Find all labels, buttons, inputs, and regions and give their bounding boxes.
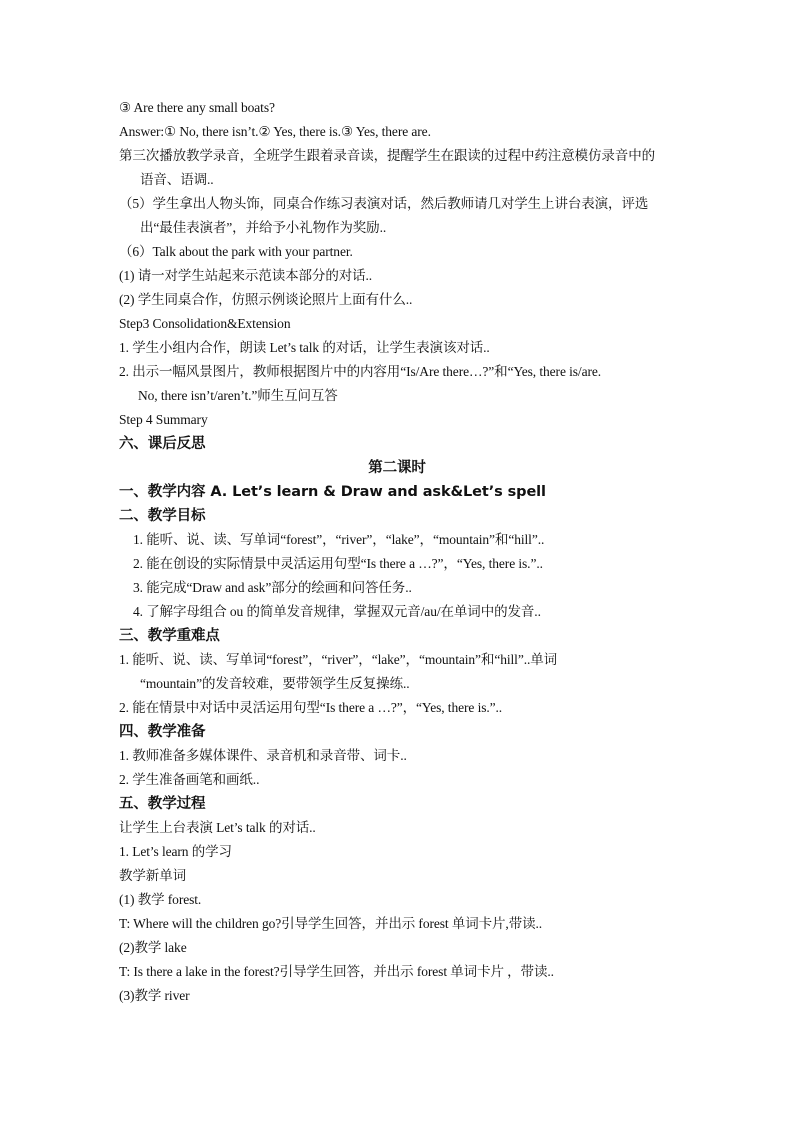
step3-item-2-cont: No, there isn’t/aren’t.”师生互问互答: [138, 388, 338, 403]
step-6-item-2: (2) 学生同桌合作，仿照示例谈论照片上面有什么..: [119, 292, 413, 307]
section-content-text: 一、教学内容 A. Let’s learn & Draw and ask&Let’s spell: [119, 484, 546, 500]
section-key-points-heading: 三、教学重难点: [119, 628, 220, 644]
section-content: [119, 482, 684, 502]
answer-line: Answer:① No, there isn’t.② Yes, there is.③ Yes, there are.: [119, 124, 431, 139]
lesson-two-title: 第二课时: [368, 460, 426, 476]
step3-item-1: 1. 学生小组内合作，朗读 Let’s talk 的对话，让学生表演该对话..: [119, 340, 490, 355]
section-reflection-heading: 六、课后反思: [119, 436, 206, 452]
process-word-river: (3)教学 river: [119, 988, 190, 1003]
step-6: （6）Talk about the park with your partner.: [119, 244, 353, 259]
process-word-lake: (2)教学 lake: [119, 940, 187, 955]
goal-2: 2. 能在创设的实际情景中灵活运用句型“Is there a …?”，“Yes, there is.”..: [133, 556, 543, 571]
step4-title: Step 4 Summary: [119, 412, 208, 427]
process-new-words: 教学新单词: [119, 868, 186, 883]
key-point-1: 1. 能听、说、读、写单词“forest”，“river”，“lake”，“mountain”和“hill”..单词: [119, 652, 558, 667]
process-intro: 让学生上台表演 Let’s talk 的对话..: [119, 820, 316, 835]
section-goals-heading: 二、教学目标: [119, 508, 206, 524]
goal-3: 3. 能完成“Draw and ask”部分的绘画和问答任务..: [133, 580, 412, 595]
process-lets-learn: 1. Let’s learn 的学习: [119, 844, 232, 859]
paragraph-third-playback: 第三次播放教学录音，全班学生跟着录音读，提醒学生在跟读的过程中药注意模仿录音中的: [119, 148, 655, 163]
section-process-heading: 五、教学过程: [119, 796, 206, 812]
goal-4: 4. 了解字母组合 ou 的简单发音规律，掌握双元音/au/在单词中的发音..: [133, 604, 541, 619]
step-6-item-1: (1) 请一对学生站起来示范读本部分的对话..: [119, 268, 373, 283]
process-word-forest: (1) 教学 forest.: [119, 892, 202, 907]
goal-1: 1. 能听、说、读、写单词“forest”，“river”，“lake”，“mountain”和“hill”..: [133, 532, 545, 547]
key-point-1-cont: “mountain”的发音较难，要带领学生反复操练..: [140, 676, 410, 691]
question-3: ③ Are there any small boats?: [119, 100, 275, 115]
key-point-2: 2. 能在情景中对话中灵活运用句型“Is there a …?”，“Yes, there is.”..: [119, 700, 503, 715]
section-preparation-heading: 四、教学准备: [119, 724, 206, 740]
step3-item-2: 2. 出示一幅风景图片，教师根据图片中的内容用“Is/Are there…?”和“Yes, there is/are.: [119, 364, 602, 379]
preparation-2: 2. 学生准备画笔和画纸..: [119, 772, 260, 787]
process-forest-detail: T: Where will the children go?引导学生回答，并出示 forest 单词卡片,带读..: [119, 916, 543, 931]
preparation-1: 1. 教师准备多媒体课件、录音机和录音带、词卡..: [119, 748, 407, 763]
step-5-cont: 出“最佳表演者”，并给予小礼物作为奖励..: [140, 220, 387, 235]
step-5: （5）学生拿出人物头饰，同桌合作练习表演对话，然后教师请几对学生上讲台表演，评选: [119, 196, 649, 211]
paragraph-third-playback-cont: 语音、语调..: [140, 172, 214, 187]
step3-title: Step3 Consolidation&Extension: [119, 316, 291, 331]
process-lake-detail: T: Is there a lake in the forest?引导学生回答，并出示 forest 单词卡片 ，带读..: [119, 964, 554, 979]
